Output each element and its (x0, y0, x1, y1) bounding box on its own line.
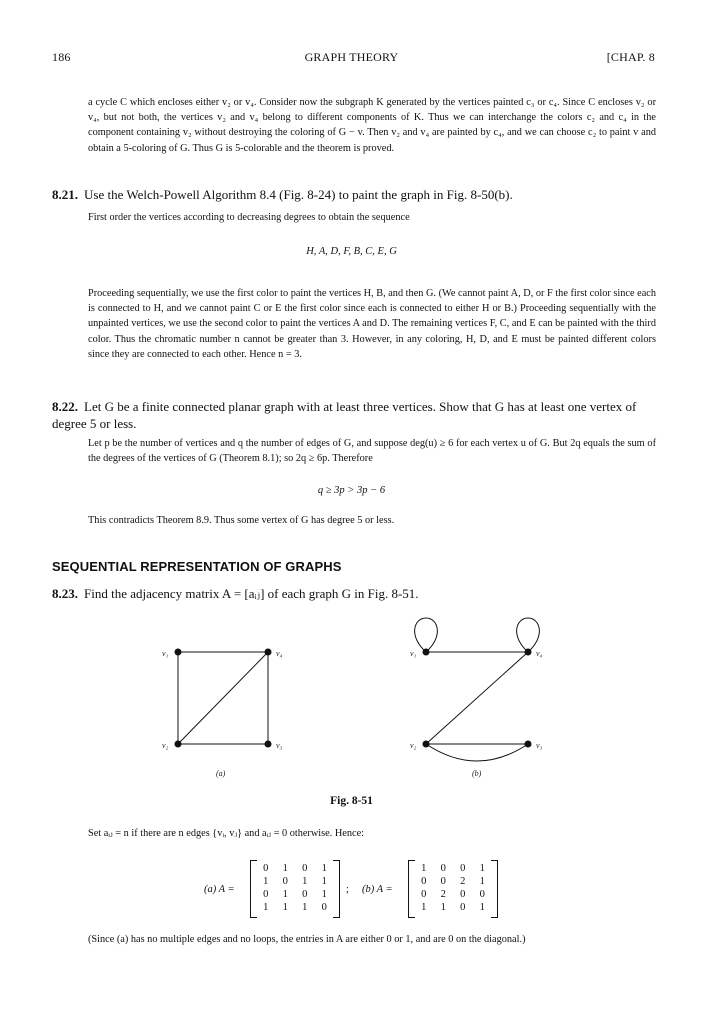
matrix-cell: 1 (302, 876, 308, 887)
problem-8-21 (52, 186, 656, 203)
matrix-cell: 1 (282, 902, 288, 913)
matrix-a-label: (a) A = (204, 884, 235, 895)
matrix-bracket-right (491, 860, 498, 918)
matrix-cell: 1 (321, 889, 327, 900)
problem-number: 8.22. (52, 399, 78, 414)
edge-v2-v4 (178, 652, 268, 744)
matrix-cell: 1 (321, 876, 327, 887)
solution-body: Proceeding sequentially, we use the first color to paint the vertices H, B, and then G. (We cannot paint A, D, or F the first color since each is connected to H, and we cannot paint C or E the first color since each is connected to either H or B.) Proceeding sequentially with the unpainted vertices, we use the second color to paint the vertices A and D. The remaining vertices F, C, and E can be painted with the third color. Thus the chromatic number n cannot be greater than 3. However, in any coloring, H, D, and E must be painted different colors since they are connected to each other. Hence n = 3. (88, 288, 656, 360)
inequality: q ≥ 3p > 3p − 6 (317, 485, 386, 496)
solution-body: This contradicts Theorem 8.9. Thus some vertex of G has degree 5 or less. (88, 515, 395, 526)
solution-intro: First order the vertices according to decreasing degrees to obtain the sequence (88, 212, 410, 223)
matrix-separator: ; (346, 884, 349, 895)
matrix-cell: 0 (479, 889, 485, 900)
loop-v1 (415, 618, 438, 652)
figure-a (150, 616, 290, 782)
matrix-cell: 1 (421, 902, 427, 913)
edge-v2-v4 (426, 652, 528, 744)
intro-paragraph: a cycle C which encloses either v₂ or v₄. Consider now the subgraph K generated by the vertices painted c₃ or c₄. Since C encloses v₂ or v₄, but not both, the vertices v₂ and v₄ belong to different components of K. Thus we can interchange the colors c₂ and c₄ in the component containing v₂ without destroying the coloring of G − v. Then v₂ and v₄ are painted by c₄, and we can choose c₂ to paint v and obtain a 5-coloring of G. Thus G is 5-colorable and the theorem is proved. (88, 97, 656, 154)
matrix-cell: 0 (460, 863, 466, 874)
matrix-cell: 2 (460, 876, 466, 887)
vertex-v1 (423, 649, 430, 656)
matrix-b-label: (b) A = (362, 884, 393, 895)
matrix-cell: 0 (321, 902, 327, 913)
matrix-cell: 1 (321, 863, 327, 874)
label-v2: v₂ (410, 741, 417, 750)
chapter-label: [CHAP. 8 (606, 50, 655, 64)
matrix-cell: 0 (302, 889, 308, 900)
matrix-row (414, 888, 492, 901)
matrix-row (256, 888, 334, 901)
label-v4: v₄ (536, 649, 543, 658)
vertex-sequence: H, A, D, F, B, C, E, G (306, 246, 397, 257)
vertex-v3 (265, 741, 272, 748)
running-title: GRAPH THEORY (304, 50, 399, 64)
matrix-cell: 0 (460, 889, 466, 900)
page-number: 186 (52, 50, 71, 64)
label-v4: v₄ (276, 649, 283, 658)
problem-number: 8.21. (52, 187, 78, 202)
matrix-cell: 1 (421, 863, 427, 874)
problem-statement: Let G be a finite connected planar graph with at least three vertices. Show that G has at least one vertex of degree 5 or less. (52, 399, 637, 431)
set-statement: Set aᵢⱼ = n if there are n edges {vᵢ, vⱼ} and aᵢⱼ = 0 otherwise. Hence: (88, 828, 365, 839)
matrix-cell: 0 (263, 889, 269, 900)
vertex-v4 (525, 649, 532, 656)
matrix-cell: 0 (421, 876, 427, 887)
vertex-v2 (175, 741, 182, 748)
label-v3: v₃ (276, 741, 283, 750)
matrix-row (414, 901, 492, 914)
matrix-cell: 1 (282, 863, 288, 874)
matrix-row (256, 875, 334, 888)
closing-note: (Since (a) has no multiple edges and no loops, the entries in A are either 0 or 1, and are 0 on the diagonal.) (88, 934, 526, 945)
matrix-cell: 1 (440, 902, 446, 913)
matrix-cell: 0 (460, 902, 466, 913)
section-title: SEQUENTIAL REPRESENTATION OF GRAPHS (52, 559, 342, 574)
problem-statement: Use the Welch-Powell Algorithm 8.4 (Fig. 8-24) to paint the graph in Fig. 8-50(b). (84, 187, 513, 202)
matrix-cell: 2 (440, 889, 446, 900)
matrix-cell: 1 (479, 902, 485, 913)
matrix-cell: 1 (479, 863, 485, 874)
problem-statement: Find the adjacency matrix A = [aᵢⱼ] of each graph G in Fig. 8-51. (84, 586, 419, 601)
figure-caption: Fig. 8-51 (330, 795, 373, 807)
label-v3: v₃ (536, 741, 543, 750)
label-v1: v₁ (162, 649, 169, 658)
matrix-cell: 1 (302, 902, 308, 913)
matrix-row (414, 862, 492, 875)
matrix-cell: 0 (282, 876, 288, 887)
vertex-v3 (525, 741, 532, 748)
matrix-row (256, 862, 334, 875)
matrix-cell: 0 (440, 876, 446, 887)
matrix-cell: 1 (263, 902, 269, 913)
problem-number: 8.23. (52, 586, 78, 601)
problem-8-22 (52, 398, 656, 432)
matrix-cell: 1 (282, 889, 288, 900)
matrix-cell: 0 (302, 863, 308, 874)
problem-8-23 (52, 585, 656, 602)
figure-b (400, 616, 560, 782)
subfigure-label-b: (b) (472, 769, 482, 778)
label-v1: v₁ (410, 649, 417, 658)
matrix-cell: 1 (479, 876, 485, 887)
solution-intro: Let p be the number of vertices and q the number of edges of G, and suppose deg(u) ≥ 6 for each vertex u of G. But 2q equals the sum of the degrees of the vertices of G (Theorem 8.1); so 2q ≥ 6p. Therefore (88, 438, 656, 465)
matrix-cell: 1 (263, 876, 269, 887)
vertex-v2 (423, 741, 430, 748)
matrix-bracket-right (333, 860, 340, 918)
vertex-v4 (265, 649, 272, 656)
edge-v2-v3-curved (426, 744, 528, 761)
matrix-row (414, 875, 492, 888)
subfigure-label-a: (a) (216, 769, 226, 778)
matrix-cell: 0 (263, 863, 269, 874)
matrix-row (256, 901, 334, 914)
loop-v4 (517, 618, 540, 652)
vertex-v1 (175, 649, 182, 656)
matrix-cell: 0 (440, 863, 446, 874)
label-v2: v₂ (162, 741, 169, 750)
matrix-cell: 0 (421, 889, 427, 900)
